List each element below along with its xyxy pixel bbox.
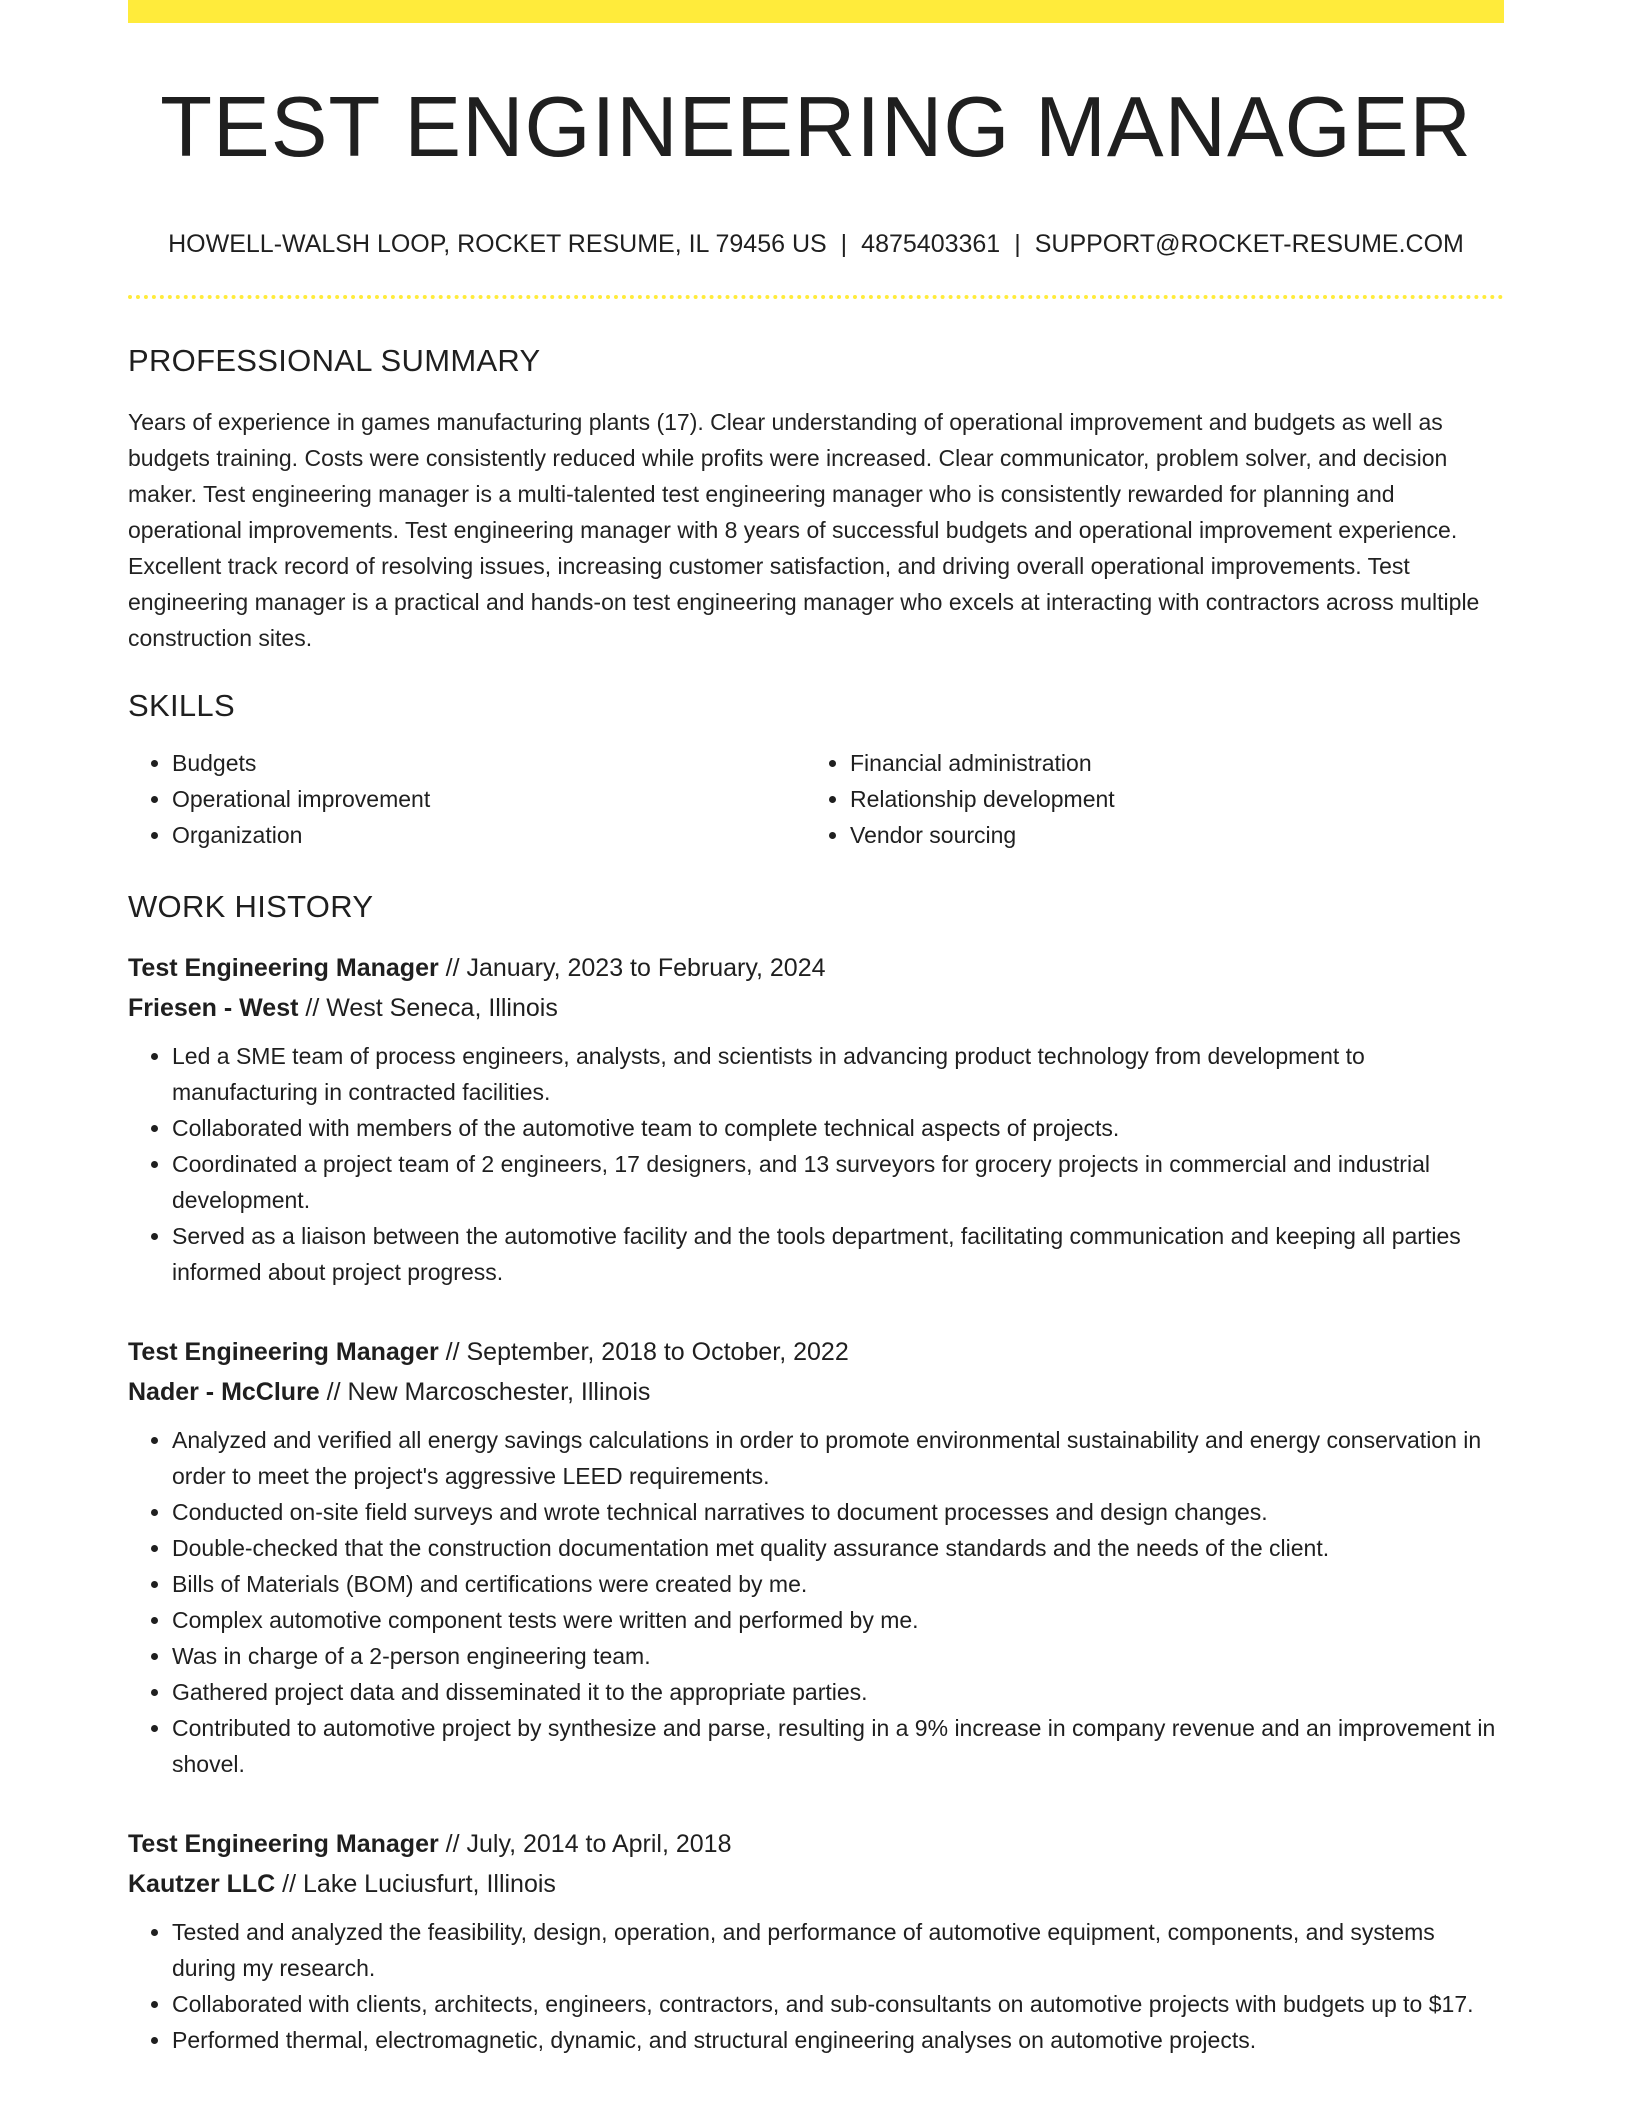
- resume-title: TEST ENGINEERING MANAGER: [160, 80, 1472, 175]
- job-company-line: [128, 1864, 1504, 1904]
- job-dates: // September, 2018 to October, 2022: [438, 1338, 849, 1366]
- job-company-line: [128, 988, 1504, 1028]
- skill-item: • Relationship development: [850, 781, 1484, 817]
- job-bullet: • Complex automotive component tests were written and performed by me.: [172, 1602, 1504, 1638]
- skills-list: [128, 745, 1504, 853]
- skill-item: • Operational improvement: [172, 781, 806, 817]
- job-entry: [128, 948, 1504, 1290]
- skill-item: • Vendor sourcing: [850, 817, 1484, 853]
- job-role-line: [128, 1824, 1504, 1864]
- job-location: // West Seneca, Illinois: [298, 994, 558, 1022]
- contact-phone: 4875403361: [861, 230, 1001, 258]
- job-bullet: • Was in charge of a 2-person engineering team.: [172, 1638, 1504, 1674]
- skills-column-right: [806, 745, 1484, 853]
- skills-heading: SKILLS: [128, 688, 235, 723]
- job-bullet: • Served as a liaison between the automotive facility and the tools department, facilitating communication and keeping all parties informed about project progress.: [172, 1218, 1504, 1290]
- job-bullet: • Led a SME team of process engineers, analysts, and scientists in advancing product technology from development to manufacturing in contracted facilities.: [172, 1038, 1504, 1110]
- job-bullet: • Gathered project data and disseminated it to the appropriate parties.: [172, 1674, 1504, 1710]
- job-role-line: [128, 948, 1504, 988]
- dotted-divider: [128, 295, 1504, 299]
- job-role: Test Engineering Manager: [128, 954, 439, 982]
- summary-heading: PROFESSIONAL SUMMARY: [128, 343, 541, 378]
- job-bullets: [128, 1914, 1504, 2058]
- skill-item: • Organization: [172, 817, 806, 853]
- skills-column-left: [128, 745, 806, 853]
- job-bullets: [128, 1038, 1504, 1290]
- job-company: Nader - McClure: [128, 1378, 320, 1406]
- job-entry: [128, 1332, 1504, 1782]
- job-bullet: • Coordinated a project team of 2 engineers, 17 designers, and 13 surveyors for grocery projects in commercial and industrial development.: [172, 1146, 1504, 1218]
- job-role: Test Engineering Manager: [128, 1830, 439, 1858]
- job-role: Test Engineering Manager: [128, 1338, 439, 1366]
- job-location: // New Marcoschester, Illinois: [319, 1378, 651, 1406]
- job-company: Kautzer LLC: [128, 1870, 276, 1898]
- contact-email: SUPPORT@ROCKET-RESUME.COM: [1034, 230, 1464, 258]
- job-bullet: • Tested and analyzed the feasibility, design, operation, and performance of automotive equipment, components, and systems during my research.: [172, 1914, 1504, 1986]
- job-bullets: [128, 1422, 1504, 1782]
- job-bullet: • Double-checked that the construction documentation met quality assurance standards and the needs of the client.: [172, 1530, 1504, 1566]
- contact-address: HOWELL-WALSH LOOP, ROCKET RESUME, IL 79456 US: [168, 230, 827, 258]
- resume-page: [128, 0, 1504, 2058]
- skill-item: • Budgets: [172, 745, 806, 781]
- job-bullet: • Performed thermal, electromagnetic, dynamic, and structural engineering analyses on automotive projects.: [172, 2022, 1504, 2058]
- job-location: // Lake Luciusfurt, Illinois: [275, 1870, 556, 1898]
- job-company: Friesen - West: [128, 994, 299, 1022]
- job-bullet: • Bills of Materials (BOM) and certifications were created by me.: [172, 1566, 1504, 1602]
- skill-item: • Financial administration: [850, 745, 1484, 781]
- top-accent-bar: [128, 0, 1504, 23]
- contact-separator: |: [840, 230, 848, 258]
- work-history-heading: WORK HISTORY: [128, 889, 374, 924]
- summary-text: Years of experience in games manufacturing plants (17). Clear understanding of operational improvement and budgets as well as budgets training. Costs were consistently reduced while profits were increased. Clear communicator, problem solver, and decision maker. Test engineering manager is a multi-talented test engineering manager who is consistently rewarded for planning and operational improvements. Test engineering manager with 8 years of successful budgets and operational improvement experience. Excellent track record of resolving issues, increasing customer satisfaction, and driving overall operational improvements. Test engineering manager is a practical and hands-on test engineering manager who excels at interacting with contractors across multiple construction sites.: [128, 409, 1480, 651]
- job-bullet: • Collaborated with clients, architects, engineers, contractors, and sub-consultants on automotive projects with budgets up to $17.: [172, 1986, 1504, 2022]
- job-role-line: [128, 1332, 1504, 1372]
- job-bullet: • Collaborated with members of the automotive team to complete technical aspects of projects.: [172, 1110, 1504, 1146]
- contact-line: [128, 232, 1504, 257]
- job-bullet: • Conducted on-site field surveys and wrote technical narratives to document processes and design changes.: [172, 1494, 1504, 1530]
- job-bullet: • Contributed to automotive project by synthesize and parse, resulting in a 9% increase in company revenue and an improvement in shovel.: [172, 1710, 1504, 1782]
- job-dates: // January, 2023 to February, 2024: [438, 954, 826, 982]
- job-company-line: [128, 1372, 1504, 1412]
- job-entry: [128, 1824, 1504, 2058]
- job-bullet: • Analyzed and verified all energy savings calculations in order to promote environmental sustainability and energy conservation in order to meet the project's aggressive LEED requirements.: [172, 1422, 1504, 1494]
- job-dates: // July, 2014 to April, 2018: [438, 1830, 732, 1858]
- contact-separator: |: [1014, 230, 1021, 258]
